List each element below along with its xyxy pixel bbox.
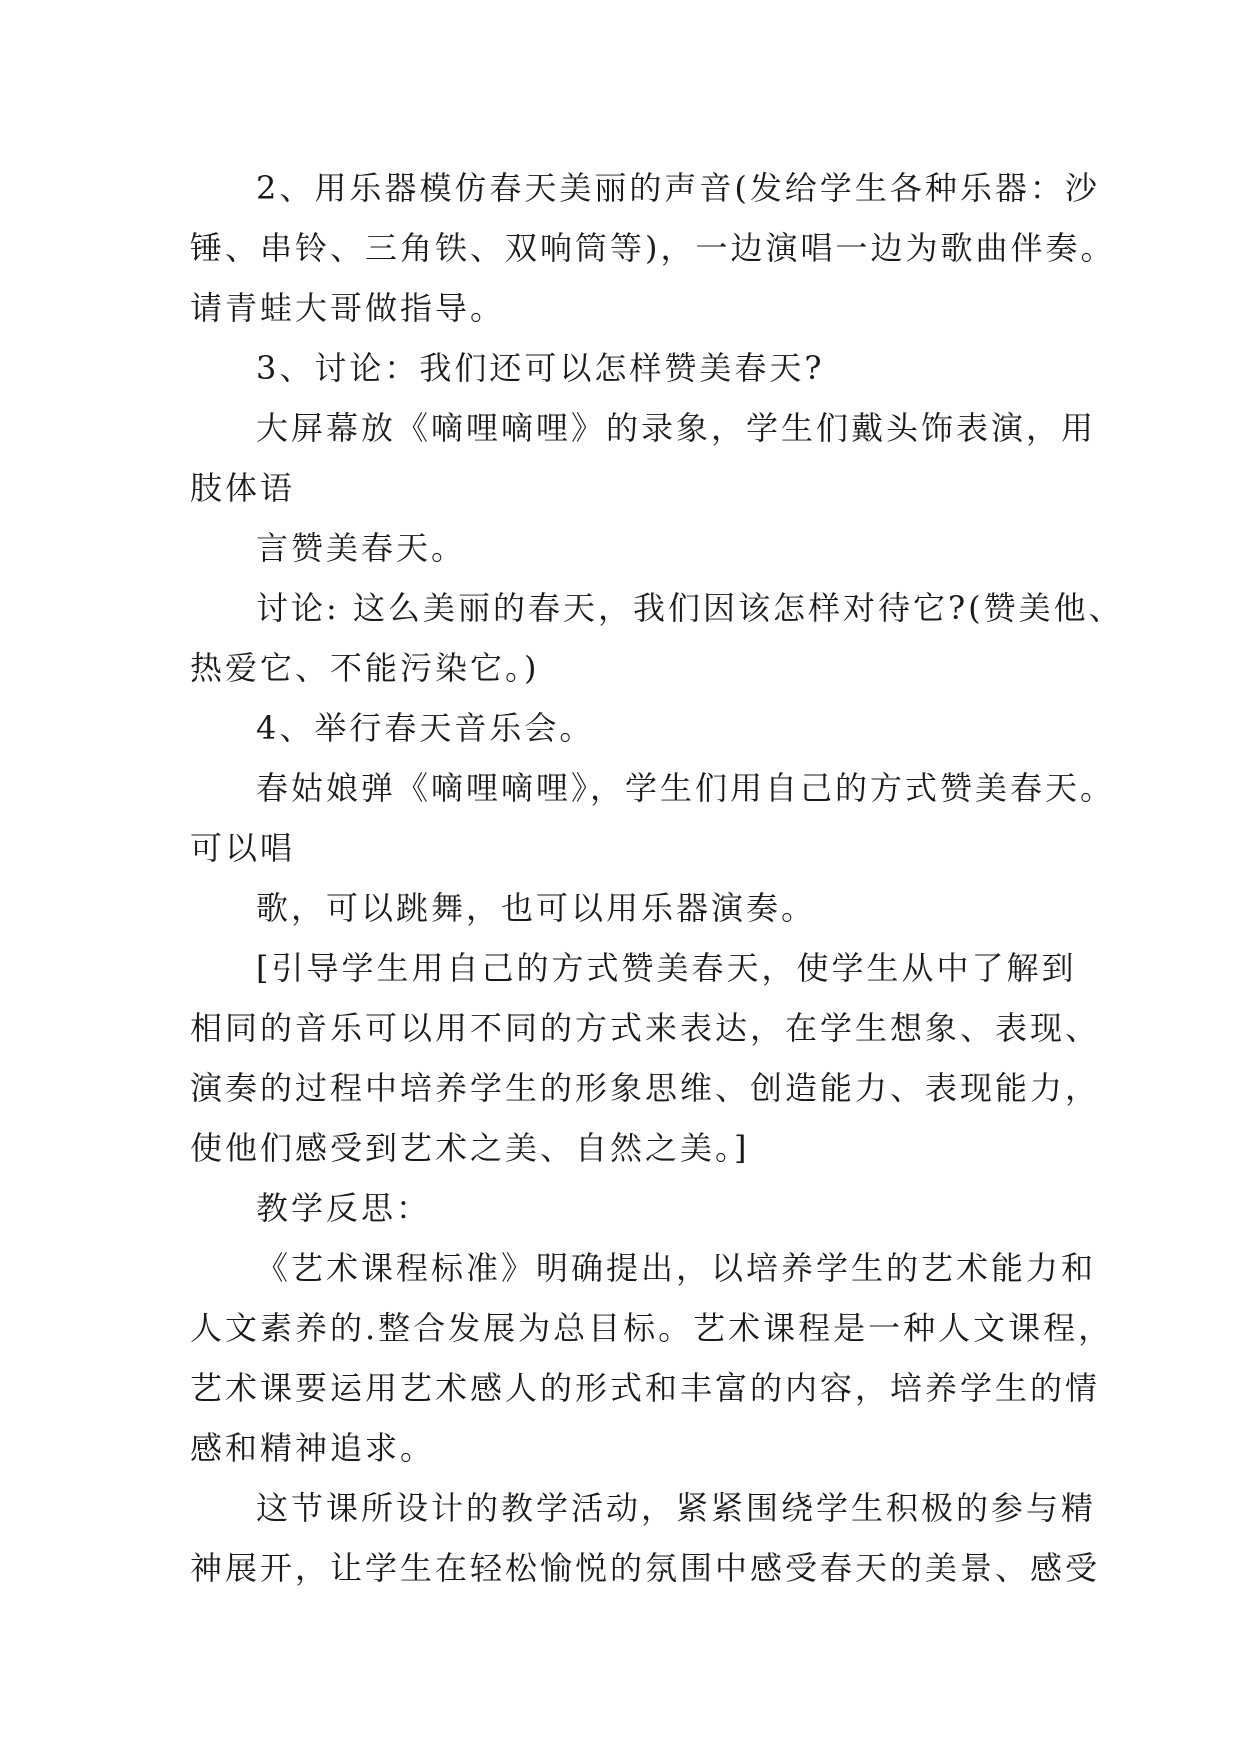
text-line: 大屏幕放《嘀哩嘀哩》的录象，学生们戴头饰表演，用 (256, 409, 1097, 447)
document-body (190, 158, 1124, 1598)
text-line: 神展开，让学生在轻松愉悦的氛围中感受春天的美景、感受 (190, 1549, 1101, 1587)
text-line: 《艺术课程标准》明确提出，以培养学生的艺术能力和 (256, 1249, 1097, 1287)
text-line: 2、用乐器模仿春天美丽的声音(发给学生各种乐器：沙 (256, 169, 1100, 207)
text-line: 艺术课要运用艺术感人的形式和丰富的内容，培养学生的情 (190, 1369, 1101, 1407)
text-line: 锤、串铃、三角铁、双响筒等)，一边演唱一边为歌曲伴奏。 (190, 229, 1116, 267)
text-line: 相同的音乐可以用不同的方式来表达，在学生想象、表现、 (190, 1009, 1101, 1047)
text-line: 使他们感受到艺术之美、自然之美。] (190, 1129, 750, 1167)
text-line: 请青蛙大哥做指导。 (190, 289, 506, 327)
text-line: 讨论: 这么美丽的春天，我们因该怎样对待它?(赞美他、 (256, 589, 1124, 627)
text-line: 言赞美春天。 (256, 529, 467, 567)
text-line: 4、举行春天音乐会。 (256, 709, 595, 747)
text-line: 演奏的过程中培养学生的形象思维、创造能力、表现能力， (190, 1069, 1101, 1107)
text-line: 歌，可以跳舞，也可以用乐器演奏。 (256, 889, 817, 927)
text-line: 肢体语 (190, 469, 296, 507)
text-line: 这节课所设计的教学活动，紧紧围绕学生积极的参与精 (256, 1489, 1097, 1527)
text-line: 感和精神追求。 (190, 1429, 436, 1467)
text-line: [引导学生用自己的方式赞美春天，使学生从中了解到 (256, 949, 1077, 987)
text-line: 人文素养的.整合发展为总目标。艺术课程是一种人文课程， (190, 1309, 1114, 1347)
text-line: 可以唱 (190, 829, 296, 867)
text-line: 春姑娘弹《嘀哩嘀哩》，学生们用自己的方式赞美春天。 (256, 769, 1116, 807)
text-line: 热爱它、不能污染它。) (190, 649, 540, 687)
text-line: 3、讨论：我们还可以怎样赞美春天? (256, 349, 825, 387)
text-line: 教学反思： (256, 1189, 432, 1227)
